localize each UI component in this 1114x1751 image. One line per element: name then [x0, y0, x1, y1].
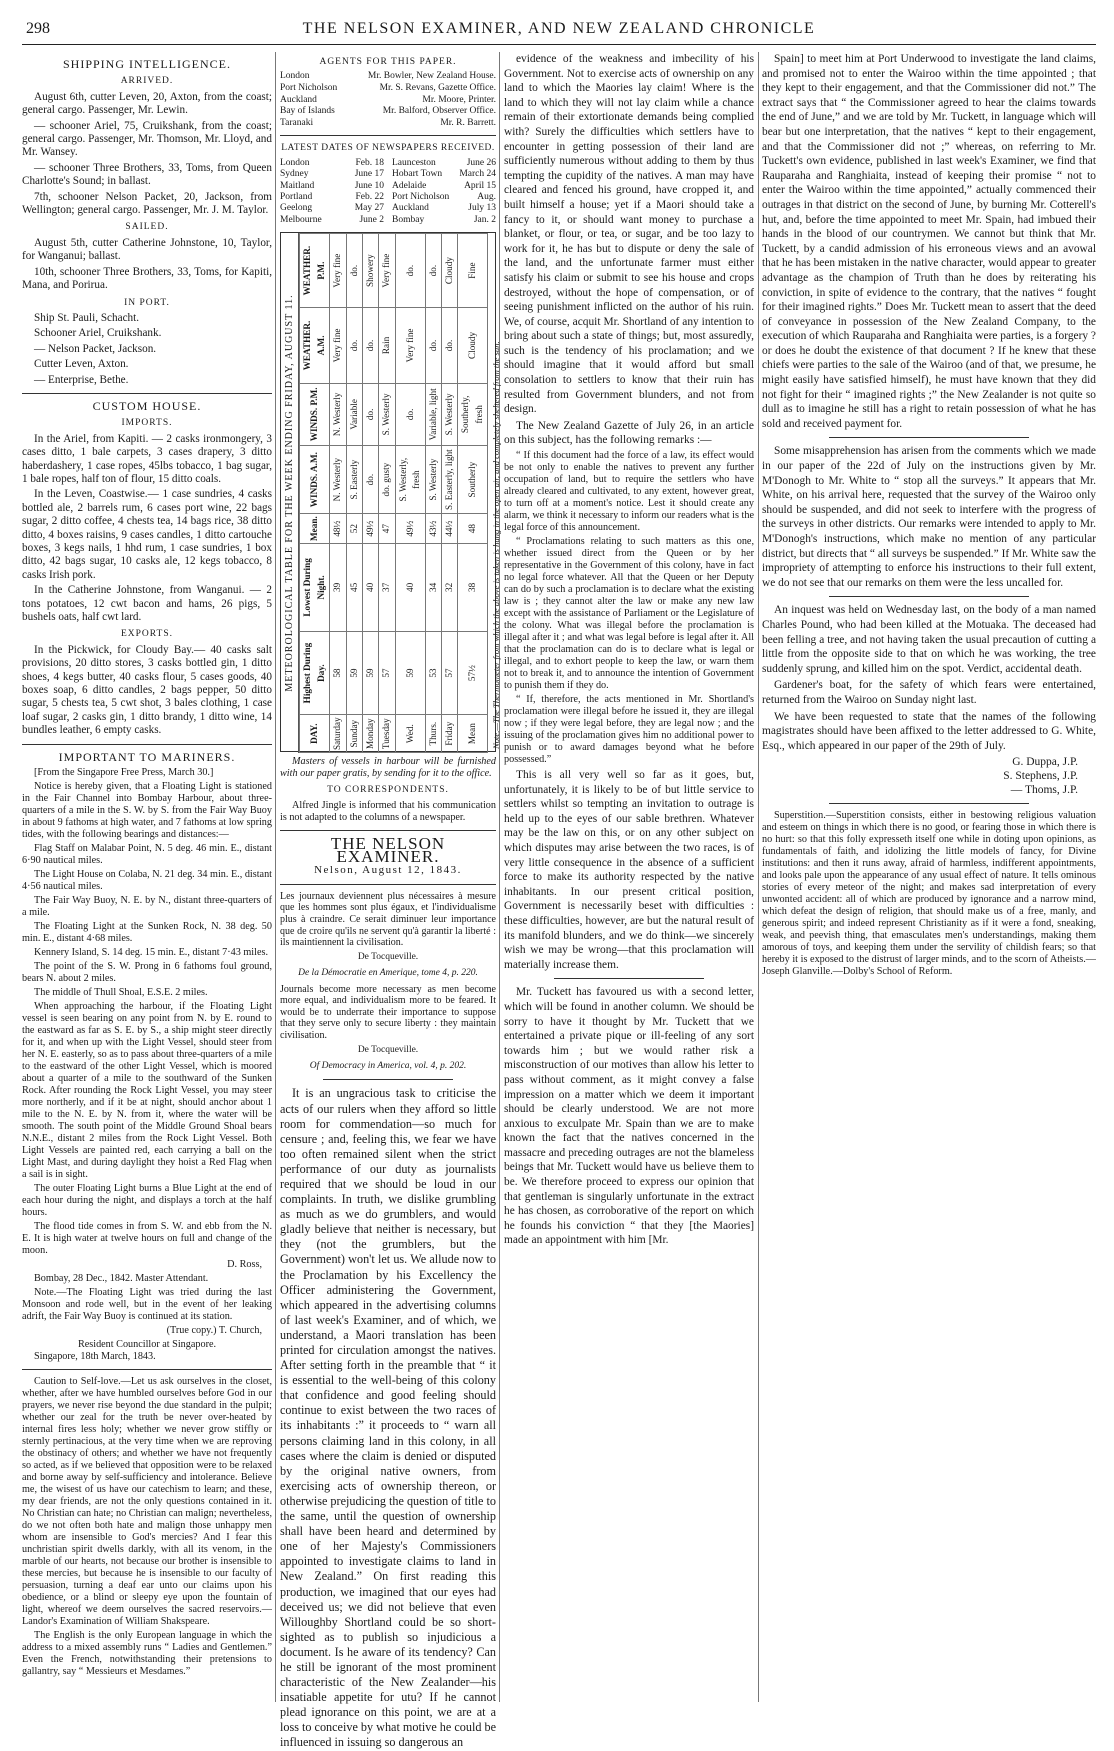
met-cell: S. Westerly, fresh [395, 446, 425, 514]
date-value: Feb. 22 [355, 192, 384, 202]
date-cell [280, 215, 384, 226]
date-cell [280, 169, 384, 180]
meteorological-table-rotated [281, 233, 502, 753]
date-cell [392, 203, 496, 214]
arrived-heading: ARRIVED. [120, 76, 174, 87]
mariners-para: The outer Floating Light burns a Blue Light at the end of each hour during the night, and displays a torch at the half hours. [22, 1183, 272, 1219]
date-place: Geelong [280, 203, 313, 214]
date-cell [392, 215, 496, 226]
met-cell: 47 [379, 514, 395, 544]
met-cell: 59 [346, 632, 362, 716]
agent-row [280, 71, 496, 83]
date-cell [392, 169, 496, 180]
met-cell: 43½ [425, 514, 441, 544]
epigraph-source: De la Démocratie en Amerique, tome 4, p. 220. [298, 968, 478, 979]
section-rule [323, 1079, 453, 1080]
met-header: WEATHER. A.M. [300, 308, 330, 383]
met-cell: do. [346, 234, 362, 308]
met-cell: do. [363, 446, 379, 514]
in-port-entry: — Nelson Packet, Jackson. [34, 342, 157, 355]
met-cell: 34 [425, 544, 441, 632]
date-cell [280, 181, 384, 192]
met-cell: 44½ [442, 514, 458, 544]
date-place: Auckland [392, 203, 429, 214]
met-cell: Very fine [395, 308, 425, 383]
met-cell: 48 [458, 514, 488, 544]
in-port-entry: Ship St. Pauli, Schacht. [34, 311, 140, 324]
met-cell: do. [425, 234, 441, 308]
met-cell: Sunday [346, 715, 362, 753]
met-cell: 32 [442, 544, 458, 632]
export-entry: In the Pickwick, for Cloudy Bay.— 40 casks salt provisions, 20 ditto stores, 3 casks bottled gin, 1 ditto shoes, 4 kegs butter, 40 casks flour, 5 cases goods, 40 boxes soap, 6 ditto candles, 2 bags pepper, 50 ditto sugar, 5 chests tea, 5 cwt shot, 3 bales clothing, 1 case loaf sugar, 2 casks gin, 1 ditto brandy, 1 ditto wine, 14 bundles leather, 6 empty casks. [22, 643, 272, 737]
met-cell: 52 [346, 514, 362, 544]
met-header: DAY. [300, 715, 330, 753]
agent-place: Taranaki [280, 117, 314, 128]
mariners-para: [From the Singapore Free Press, March 30.] [34, 767, 214, 779]
in-port-heading: IN PORT. [124, 297, 170, 308]
met-header: WINDS. A.M. [300, 446, 330, 514]
arrived-entry: 7th, schooner Nelson Packet, 20, Jackson, from Wellington; general cargo. Passenger, Mr. J. M. Taylor. [22, 190, 272, 217]
editorial-masthead: THE NELSON EXAMINER. [330, 833, 446, 867]
met-cell: Tuesday [379, 715, 395, 753]
date-value: July 13 [468, 203, 496, 214]
section-rule [22, 1369, 272, 1370]
met-cell: Friday [442, 715, 458, 753]
magistrate-signature: S. Stephens, J.P. [1003, 770, 1078, 783]
date-value: June 10 [354, 180, 384, 191]
met-cell: 39 [330, 544, 346, 632]
column-1 [22, 52, 272, 1702]
mariners-para: The Floating Light at the Sunken Rock, N. 38 deg. 50 min. E., distant 4·68 miles. [22, 921, 272, 945]
section-rule [22, 744, 272, 745]
page-number: 298 [26, 20, 50, 37]
met-cell: do. [442, 308, 458, 383]
met-cell: 40 [363, 544, 379, 632]
imports-heading: IMPORTS. [121, 418, 173, 429]
met-cell: Showery [363, 234, 379, 308]
date-place: Launceston [392, 157, 436, 168]
met-cell: 57 [379, 632, 395, 716]
correspondents-para: Alfred Jingle is informed that his communication is not adapted to the columns of a newspaper. [280, 799, 496, 823]
met-cell: 48½ [330, 514, 346, 544]
date-value: Aug. [477, 192, 496, 202]
agent-name: Mr. Bowler, New Zealand House. [367, 71, 496, 82]
dates-title: LATEST DATES OF NEWSPAPERS RECEIVED. [281, 143, 495, 154]
import-entry: In the Catherine Johnstone, from Wanganui. — 2 tons potatoes, 12 cwt bacon and hams, 26 pigs, 5 bushels oats, half cwt lard. [22, 584, 272, 624]
met-cell: Southerly [458, 446, 488, 514]
section-rule [280, 884, 496, 885]
section-rule [22, 393, 272, 394]
agent-name: Mr. R. Barrett. [440, 117, 496, 128]
page-title: THE NELSON EXAMINER, AND NEW ZEALAND CHRONICLE [302, 20, 816, 37]
agent-row [280, 118, 496, 130]
editorial-para: The New Zealand Gazette of July 26, in an article on this subject, has the following remarks :— [504, 419, 754, 447]
date-value: June 2 [359, 214, 384, 225]
section-rule [554, 978, 704, 979]
met-cell: 57 [442, 632, 458, 716]
met-cell: Monday [363, 715, 379, 753]
english-para: The English is the only European language in which the address to a mixed assembly runs “ Ladies and Gentlemen.” Even the French, notwithstanding their pretensions to gallantry, say “ Messieurs et Mesdames.” [22, 1630, 272, 1678]
met-cell: 58 [330, 632, 346, 716]
gazette-quote: “ If, therefore, the acts mentioned in Mr. Shortland's proclamation were illegal before he issued it, they are illegal now ; if they were legal before, they are legal now ; and the issuing of the proclamation gives him no additional power to punish or to award damages beyond what he before possessed.” [504, 694, 754, 766]
met-cell: N. Westerly [330, 446, 346, 514]
met-cell: N. Westerly [330, 383, 346, 445]
mariners-para: Notice is hereby given, that a Floating Light is stationed in the Fair Channel into Bombay Harbour, about three-quarters of a mile in the S. W. by S. from the Fair Way Buoy in about 9 fathoms at high water, and 7 fathoms at low spring tides, with the following bearings and distances:— [22, 781, 272, 841]
met-cell: Mean [458, 715, 488, 753]
date-value: May 27 [354, 203, 384, 214]
met-row [395, 234, 425, 753]
news-para: We have been requested to state that the names of the following magistrates should have been affixed to the letter addressed to G. White, Esq., which appeared in our paper of the 29th of July. [762, 710, 1096, 752]
met-row [346, 234, 362, 753]
met-cell: 59 [363, 632, 379, 716]
met-header: Lowest During Night. [300, 544, 330, 632]
shipping-title: SHIPPING INTELLIGENCE. [63, 57, 231, 71]
met-cell: do. [363, 383, 379, 445]
date-place: Melbourne [280, 214, 322, 225]
met-row [458, 234, 488, 753]
met-cell: Cloudy [458, 308, 488, 383]
met-cell: Variable [346, 383, 362, 445]
met-row [425, 234, 441, 753]
editorial-para: Spain] to meet him at Port Underwood to investigate the land claims, and promised not to enter the Wairoo within the time appointed ; that they kept to their engagement, and that the Commissioner did not.” The extract says that “ the Commissioner agreed to hear the claims towards the end of June,” and we are told by Mr. Tuckett, in language which will bear but one interpretation, that the natives “ kept to their engagement, and that the Commissioner did not ;” whereas, on referring to Mr. Tuckett's own evidence, published in last week's Examiner, we find that Rauparaha and Ranghiaita, instead of keeping their promise “ not to enter the Wairoo within the time appointed,” actually commenced their outrages in that district on the second of June, by burning Mr. Cotterell's hut, and, before the time appointed to meet Mr. Spain, had imbued their hands in the blood of our countrymen. We cannot but think that Mr. Tuckett, by a candid admission of his erroneous views and an avowal that he has been mistaken in the native character, would appear to greater advantage as the champion of Truth than he does by reiterating his conviction, in spite of evidence to the contrary, that the natives “ fought for their imagined rights.” Does Mr. Tuckett mean to assert that the deed of conveyance in possession of the New Zealand Company, to the execution of which Rauparaha and Ranghiaita were parties, is a forgery ? or does he doubt the existence of that document ? If he knew that these chiefs were parties to the sale of the Wairoo (and of that, we presume, he might easily have satisfied himself), he must have known that they did not fight for their “ imagined rights ;” the New Zealander is not quite so dull as to imagine he still has a right to retain possession of what he has sold and received payment for. [762, 53, 1096, 430]
epigraph-author: De Tocqueville. [357, 1044, 419, 1055]
agent-name: Mr. Balford, Observer Office. [382, 106, 496, 117]
met-cell: 49½ [395, 514, 425, 544]
superstition-para: Superstition.—Superstition consists, either in bestowing religious valuation and esteem on things in which there is no good, or fearing those in which there is no hurt: so that this folly expresseth itself one while in doting upon opinions, as fundamentals of faith, and idolizing the little models of fancy, for Divine institutions: and then it runs away, afraid of harmless, indifferent appointments, and looks pale upon the appearance of any usual effect of nature. It tells ominous stories of every meteor of the night; and makes sad interpretation of every unwonted accident: all of which are produced by ignorance and a narrow mind, which defeat the design of religion, that should make us of a free, manly, and generous spirit; and indeed represent Christianity as if it were a fond, sneaking, weak, and peevish thing, that emasculates men's understandings, making them amorous of toys, and keeping them under the servility of childish fears; so that hereby it is exposed to the distrust of larger minds, and to the scorn of Atheists.—Joseph Glanville.—Dolby's School of Reform. [762, 810, 1096, 978]
date-cell [280, 192, 384, 203]
caution-para: Caution to Self-love.—Let us ask ourselves in the closet, whether, after we have humbled ourselves before God in our prayers, we never rise beyond the due standard in the pulpit; whether our zeal for the truth be never over-heated by internal fires less holy; whether we never grow stiffly or sternly pertinacious, at the very time when we are reproving the obstinacy of others; and whether we have not frequently so acted, as if we believed that opposition were to be relaxed and borne away by self-sufficiency and intolerance. Believe me, the wisest of us have our catechism to learn; and these, my dear friends, are not the only questions contained in it. No Christian can hate; no Christian can malign; nevertheless, do we not often both hate and malign those unhappy men whom are insensible to God's mercies? And I fear this unchristian spirit dwells darkly, with all its venom, in the marble of our hearts, not because our brother is insensible to these mercies, but because he is insensible to our faculty of persuasion, turning a deaf ear unto our claims upon his obedience, or a blind or sleepy eye upon the fountain of light, whereof we deem ourselves the sacred reservoirs.— Landor's Examination of William Shakspeare. [22, 1376, 272, 1628]
mariners-para: When approaching the harbour, if the Floating Light vessel is seen bearing on any point from N. by E. round to the eastward as far as S. E. by S., a ship might steer directly for it, and when up with the Light Vessel, should steer from her N. E. easterly, so as to pass about three-quarters of a mile to the eastward of the other Light Vessel, which is moored about a quarter of a mile to the southward of the Sunken Rock. After rounding the Rock Light Vessel, you may steer more northerly, and if it be at night, should anchor about 1 mile to the N. E. by N. from it, where the water will be smooth. The south point of the Middle Ground Shoal bears N.N.E., distant 2 miles from the Rock Light Vessel. Both Light Vessels are painted red, each carrying a ball on the Light Mast, and during daylight they hoist a Red Flag when a sail is in sight. [22, 1001, 272, 1181]
met-cell: Fine [458, 234, 488, 308]
date-place: Maitland [280, 180, 315, 191]
met-cell: 57½ [458, 632, 488, 716]
met-header: WINDS. P.M. [300, 383, 330, 445]
met-header: Highest During Day. [300, 632, 330, 716]
met-cell: Very fine [379, 234, 395, 308]
import-entry: In the Leven, Coastwise.— 1 case sundries, 4 casks bottled ale, 2 barrels rum, 6 cases port wine, 22 bags sugar, 2 ditto coffee, 4 chests tea, 14 bags rice, 38 ditto ditto, 4 boxes raisins, 9 cases candles, 1 ditto cartouche boxes, 3 kegs nails, 1 hhd rum, 1 case sundries, 1 box ditto, 42 bags sugar, 10 casks ale, 12 kegs tobacco, 8 casks Irish pork. [22, 488, 272, 581]
agent-place: Port Nicholson [280, 83, 338, 93]
met-cell: do. [395, 383, 425, 445]
met-cell: do. [346, 308, 362, 383]
gazette-quote: “ If this document had the force of a law, its effect would be not only to enable the natives to prevent any further occupation of land, but to require the settlers who have already cleared and cultivated, to any extent, however great, to turn off at a moment's notice. Lest it should create any alarm, we think it necessary to inform our readers what is the legal force of this announcement. [504, 450, 754, 534]
date-value: Jan. 2 [473, 214, 496, 225]
meteorological-table [299, 233, 488, 753]
epigraph-author: De Tocqueville. [357, 951, 419, 962]
arrived-entry: — schooner Three Brothers, 33, Toms, from Queen Charlotte's Sound; in ballast. [22, 161, 272, 188]
running-head [22, 14, 1096, 42]
head-rule [22, 44, 1096, 45]
met-row [363, 234, 379, 753]
arrived-entry: August 6th, cutter Leven, 20, Axton, from the coast; general cargo. Passenger, Mr. Lewin. [22, 90, 272, 117]
met-cell: Very fine [330, 234, 346, 308]
editorial-para: It is an ungracious task to criticise the acts of our rulers when they afford so little room for commendation—so much for censure ; and, feeling this, we fear we have too often remained silent when the strict performance of our duty as journalists required that we should be loud in our complaints. In truth, we dislike grumbling as much as we do grumblers, and would gladly believe that neither is necessary, but they (not the grumblers, but the Government) won't let us. We allude now to the Proclamation by his Excellency the Officer administering the Government, which appeared in the advertising columns of last week's Examiner, and of which, we understand, a Maori translation has been printed for circulation amongst the natives. After setting forth in the preamble that “ it is essential to the well-being of this colony that confidence and good feeling should continue to exist between the two races of its inhabitants :” it proceeds to “ warn all persons claiming land in this colony, in all cases where the claim is denied or disputed by the original native owners, from exercising acts of ownership thereon, or otherwise prejudicing the question of title to the same, until the question of ownership shall have been heard and determined by one of her Majesty's Commissioners appointed to investigate claims to land in New Zealand.” On first reading this production, we imagined that our eyes had deceived us; we did not believe that even Willoughby Shortland could be so short-sighted as to publish so injudicious a document. Is he aware of its tendency? Can he still be ignorant of the most prominent characteristic of the New Zealander—his insatiable appetite for utu? If he cannot plead ignorance on this point, we are at a loss to conceive by what motive he could be influenced in issuing so dangerous an [280, 1086, 496, 1750]
agent-row [280, 95, 496, 107]
exports-heading: EXPORTS. [120, 629, 174, 640]
met-cell: 45 [346, 544, 362, 632]
met-cell: S. Easterly, light [442, 446, 458, 514]
column-divider [275, 52, 276, 1702]
agents-title: AGENTS FOR THIS PAPER. [319, 57, 457, 67]
met-row [330, 234, 346, 753]
met-cell: S. Westerly [425, 446, 441, 514]
met-cell: do. gusty [379, 446, 395, 514]
met-note: Note.—The Thermometer from which the above is taken is hung in the open air, and completely sheltered from the sun. [491, 341, 502, 750]
date-place: Port Nicholson [392, 192, 450, 202]
date-place: Sydney [280, 169, 309, 180]
met-body [330, 234, 488, 753]
met-row [379, 234, 395, 753]
section-rule [829, 596, 1029, 597]
agent-row [280, 106, 496, 118]
date-place: Adelaide [392, 180, 427, 191]
met-cell: do. [395, 234, 425, 308]
agent-place: London [280, 71, 310, 82]
met-cell: Very fine [330, 308, 346, 383]
in-port-entry: Cutter Leven, Axton. [34, 358, 129, 371]
agent-place: Auckland [280, 94, 317, 105]
meteorological-table-frame [280, 232, 502, 752]
date-value: June 17 [354, 169, 384, 180]
news-para: An inquest was held on Wednesday last, on the body of a man named Charles Pound, who had been killed at the Motuaka. The deceased had been felling a tree, and not having taken the usual precaution of cutting a little from the opposite side to that on which he was working, the tree suddenly sprung, and killed him on the spot. Verdict, accidental death. [762, 604, 1096, 675]
column-4 [762, 52, 1096, 1702]
newspaper-page [22, 14, 1096, 1750]
met-cell: 59 [395, 632, 425, 716]
mariners-para: The flood tide comes in from S. W. and ebb from the N. E. It is high water at twelve hours on full and change of the moon. [22, 1221, 272, 1257]
met-cell: do. [363, 308, 379, 383]
date-cell [392, 181, 496, 192]
dateline: Singapore, 18th March, 1843. [34, 1351, 156, 1363]
epigraph-french: Les journaux deviennent plus nécessaires à mesure que les hommes sont plus égaux, et l'individualisme plus à craindre. Ce serait diminuer leur importance que de croire qu'ils ne servent qu'à garantir la liberté : ils maintiennent la civilisation. [280, 890, 496, 949]
agents-list [280, 71, 496, 129]
mariners-title: IMPORTANT TO MARINERS. [58, 749, 236, 764]
dates-table [280, 158, 496, 226]
met-header: WEATHER. P.M. [300, 234, 330, 308]
signature: (True copy.) T. Church, [166, 1325, 262, 1337]
met-cell: 37 [379, 544, 395, 632]
editorial-para: This is all very well so far as it goes, but, unfortunately, it is likely to be of but little service to settlers whilst so tempting an invitation to outrage is held up to the eyes of our sable brethren. Whatever may be the law on this, or on any other subject on which disputes may arise between the two races, is of very little consequence in the absence of a sufficient force to make its authority respected by the native inhabitants. In our present critical position, Government is necessarily beset with difficulties : these difficulties, however, are but the natural result of its manifold blunders, and we do think—we sincerely wish we may be wrong—that this proclamation will materially increase them. [504, 769, 754, 971]
news-para: Some misapprehension has arisen from the comments which we made in our paper of the 22d of July on the instructions given by Mr. M'Donogh to Mr. White to “ stop all the surveys.” It appears that Mr. White, on his arrival here, requested that the survey of the Wairoo only should be suspended, and did not seek to interfere with the progress of the surveys in other districts. Our remarks were intended to apply to Mr. M'Donogh's instructions, which make no mention of any particular district, but directs that “ all surveys be suspended.” If Mr. White saw the impropriety of attempting to enforce his instructions to their full extent, we do not see that our remarks on them were the less uncalled for. [762, 445, 1096, 589]
date-value: March 24 [459, 169, 496, 180]
date-place: Portland [280, 192, 313, 202]
editorial-dateline: Nelson, August 12, 1843. [314, 864, 462, 877]
met-cell: S. Easterly [346, 446, 362, 514]
met-cell: Variable, light [425, 383, 441, 445]
gazette-quote: “ Proclamations relating to such matters as this one, whether issued direct from the Queen or by her representative in the Government of this colony, have in fact no legal force whatever. All that the Queen or her Deputy can do by such a proclamation is to declare what the existing law is ; they cannot alter the law or make any new law except with the assistance of Parliament or the Legislature of the colony. What was illegal before the proclamation is illegal after it ; and what was legal before is legal after it. All that the proclamation can do is to declare what is legal or illegal, and to exhort people to keep the law, or warn them not to break it, and to announce the intention of Government to punish them if they do. [504, 536, 754, 692]
section-rule [829, 437, 1029, 438]
agent-name: Mr. S. Revans, Gazette Office. [379, 83, 496, 93]
mariners-para: Flag Staff on Malabar Point, N. 5 deg. 46 min. E., distant 6·90 nautical miles. [22, 843, 272, 867]
column-3 [504, 52, 754, 1702]
met-cell: Rain [379, 308, 395, 383]
section-rule [280, 135, 496, 136]
masters-notice: Masters of vessels in harbour will be furnished with our paper gratis, by sending for it to the office. [280, 756, 496, 780]
met-header: Mean. [300, 514, 330, 544]
date-cell [280, 203, 384, 214]
magistrate-signature: G. Duppa, J.P. [1012, 756, 1078, 769]
met-title: METEOROLOGICAL TABLE FOR THE WEEK ENDING FRIDAY, AUGUST 11. [281, 233, 299, 753]
mariners-para: Kennery Island, S. 14 deg. 15 min. E., distant 7·43 miles. [34, 947, 268, 959]
met-cell: S. Westerly [442, 383, 458, 445]
date-place: Hobart Town [392, 169, 443, 180]
date-value: Feb. 18 [355, 157, 384, 168]
met-header-row [300, 234, 330, 753]
met-cell: Thurs. [425, 715, 441, 753]
met-cell: Southerly, fresh [458, 383, 488, 445]
news-para: Gardener's boat, for the safety of which fears were entertained, returned from the Wairoo on Sunday night last. [762, 679, 1096, 706]
section-rule [280, 830, 496, 831]
epigraph-english: Journals become more necessary as men become more equal, and individualism more to be feared. It would be to underrate their importance to suppose that they serve only to secure liberty : they maintain civilisation. [280, 983, 496, 1041]
met-cell: 38 [458, 544, 488, 632]
met-cell: 49½ [363, 514, 379, 544]
epigraph-source: Of Democracy in America, vol. 4, p. 202. [309, 1061, 467, 1071]
signature: D. Ross, [227, 1259, 262, 1271]
custom-house-title: CUSTOM HOUSE. [92, 398, 202, 413]
date-place: London [280, 157, 310, 168]
agent-place: Bay of Islands [280, 106, 335, 117]
column-2 [280, 52, 502, 1750]
agent-name: Mr. Moore, Printer. [422, 94, 496, 105]
in-port-entry: — Enterprise, Bethe. [34, 373, 129, 386]
editorial-para: Mr. Tuckett has favoured us with a second letter, which will be found in another column. We should be sorry to have it thought by Mr. Tuckett that we entertained a private pique or ill-feeling of any sort towards him ; but we would rather risk a misconstruction of our motives than allow his letter to pass without comment, as it might convey a false impression on a matter which we deem it important should be clearly understood. We are not more anxious to exculpate Mr. Spain than we are to make known the fact that the natives concerned in the massacre and preceding outrages are not the blameless beings that Mr. Tuckett would have us believe them to be. We therefore proceed to express our opinion that that gentleman is singularly unfortunate in the extract he has chosen, as corroborative of the report on which he founds his conviction “ that they [the Maories] made an appointment with him [Mr. [504, 986, 754, 1247]
mariners-para: The Light House on Colaba, N. 21 deg. 34 min. E., distant 4·56 nautical miles. [22, 869, 272, 893]
editorial-para: evidence of the weakness and imbecility of his Government. Not to exercise acts of ownership on any land to which the Maories lay claim! Where is the land to which they will not lay claim while a chance remain of their extortionate demands being complied with? Surely the difficulties which settlers have to encounter in getting possession of their land are sufficiently numerous without adding to them by thus tempting the cupidity of the natives. A man may have cleared and fenced his ground, have cropped it, and built himself a house; yet if a Maori should take a fancy to it, or should want money to purchase a blanket, or flour, or tea, or sugar, and be too lazy to work for it, he has but to dispute or deny the sale of the land, and the unfortunate farmer must either satisfy his claim or submit to see his house and crops destroyed, without the hope of compensation, or of seeing punishment inflicted on the author of his ruin. We, of course, acquit Mr. Shortland of any intention to bring about such a state of things; but, most assuredly, such is the tendency of his proclamation; and we should imagine that it would afford but small consolation to settlers to know that their ruin has resulted from Government blunders, and not from design. [504, 53, 754, 416]
met-cell: do. [425, 308, 441, 383]
met-cell: Saturday [330, 715, 346, 753]
correspondents-heading: TO CORRESPONDENTS. [327, 785, 449, 796]
mariners-para: The Fair Way Buoy, N. E. by N., distant three-quarters of a mile. [22, 895, 272, 919]
section-rule [829, 803, 1029, 804]
agent-row [280, 83, 496, 95]
date-cell [280, 158, 384, 169]
met-cell: 53 [425, 632, 441, 716]
date-cell [392, 158, 496, 169]
met-row [442, 234, 458, 753]
mariners-para: The point of the S. W. Prong in 6 fathoms foul ground, bears N. about 2 miles. [22, 961, 272, 985]
date-cell [392, 192, 496, 203]
in-port-entry: Schooner Ariel, Cruikshank. [34, 327, 162, 340]
met-cell: 40 [395, 544, 425, 632]
date-value: April 15 [464, 180, 496, 191]
dateline: Bombay, 28 Dec., 1842. Master Attendant. [34, 1273, 209, 1285]
note-para: Note.—The Floating Light was tried during the last Monsoon and rode well, but in the event of her leaking adrift, the Fair Way Buoy is continued at its station. [22, 1287, 272, 1323]
import-entry: In the Ariel, from Kapiti. — 2 casks ironmongery, 3 cases ditto, 1 bale carpets, 3 cases drapery, 3 ditto haberdashery, 1 case ropes, 45lbs tobacco, 1 bag sugar, 1 bale ropes, half ton of flour, 15 ditto coals. [22, 432, 272, 485]
mariners-para: The middle of Thull Shoal, E.S.E. 2 miles. [34, 987, 208, 999]
met-cell: S. Westerly [379, 383, 395, 445]
arrived-entry: — schooner Ariel, 75, Cruikshank, from the coast; general cargo. Passenger, Mr. Thomson, Mr. Lloyd, and Mr. Wansey. [22, 119, 272, 159]
date-place: Bombay [392, 214, 425, 225]
column-divider [758, 52, 759, 1702]
sailed-entry: 10th, schooner Three Brothers, 33, Toms, for Kapiti, Mana, and Porirua. [22, 265, 272, 292]
signature-title: Resident Councillor at Singapore. [77, 1339, 217, 1351]
sailed-entry: August 5th, cutter Catherine Johnstone, 10, Taylor, for Wanganui; ballast. [22, 236, 272, 263]
magistrate-signature: — Thoms, J.P. [1010, 784, 1078, 797]
date-value: June 26 [466, 157, 496, 168]
met-cell: Cloudy [442, 234, 458, 308]
met-cell: Wed. [395, 715, 425, 753]
sailed-heading: SAILED. [125, 222, 169, 233]
